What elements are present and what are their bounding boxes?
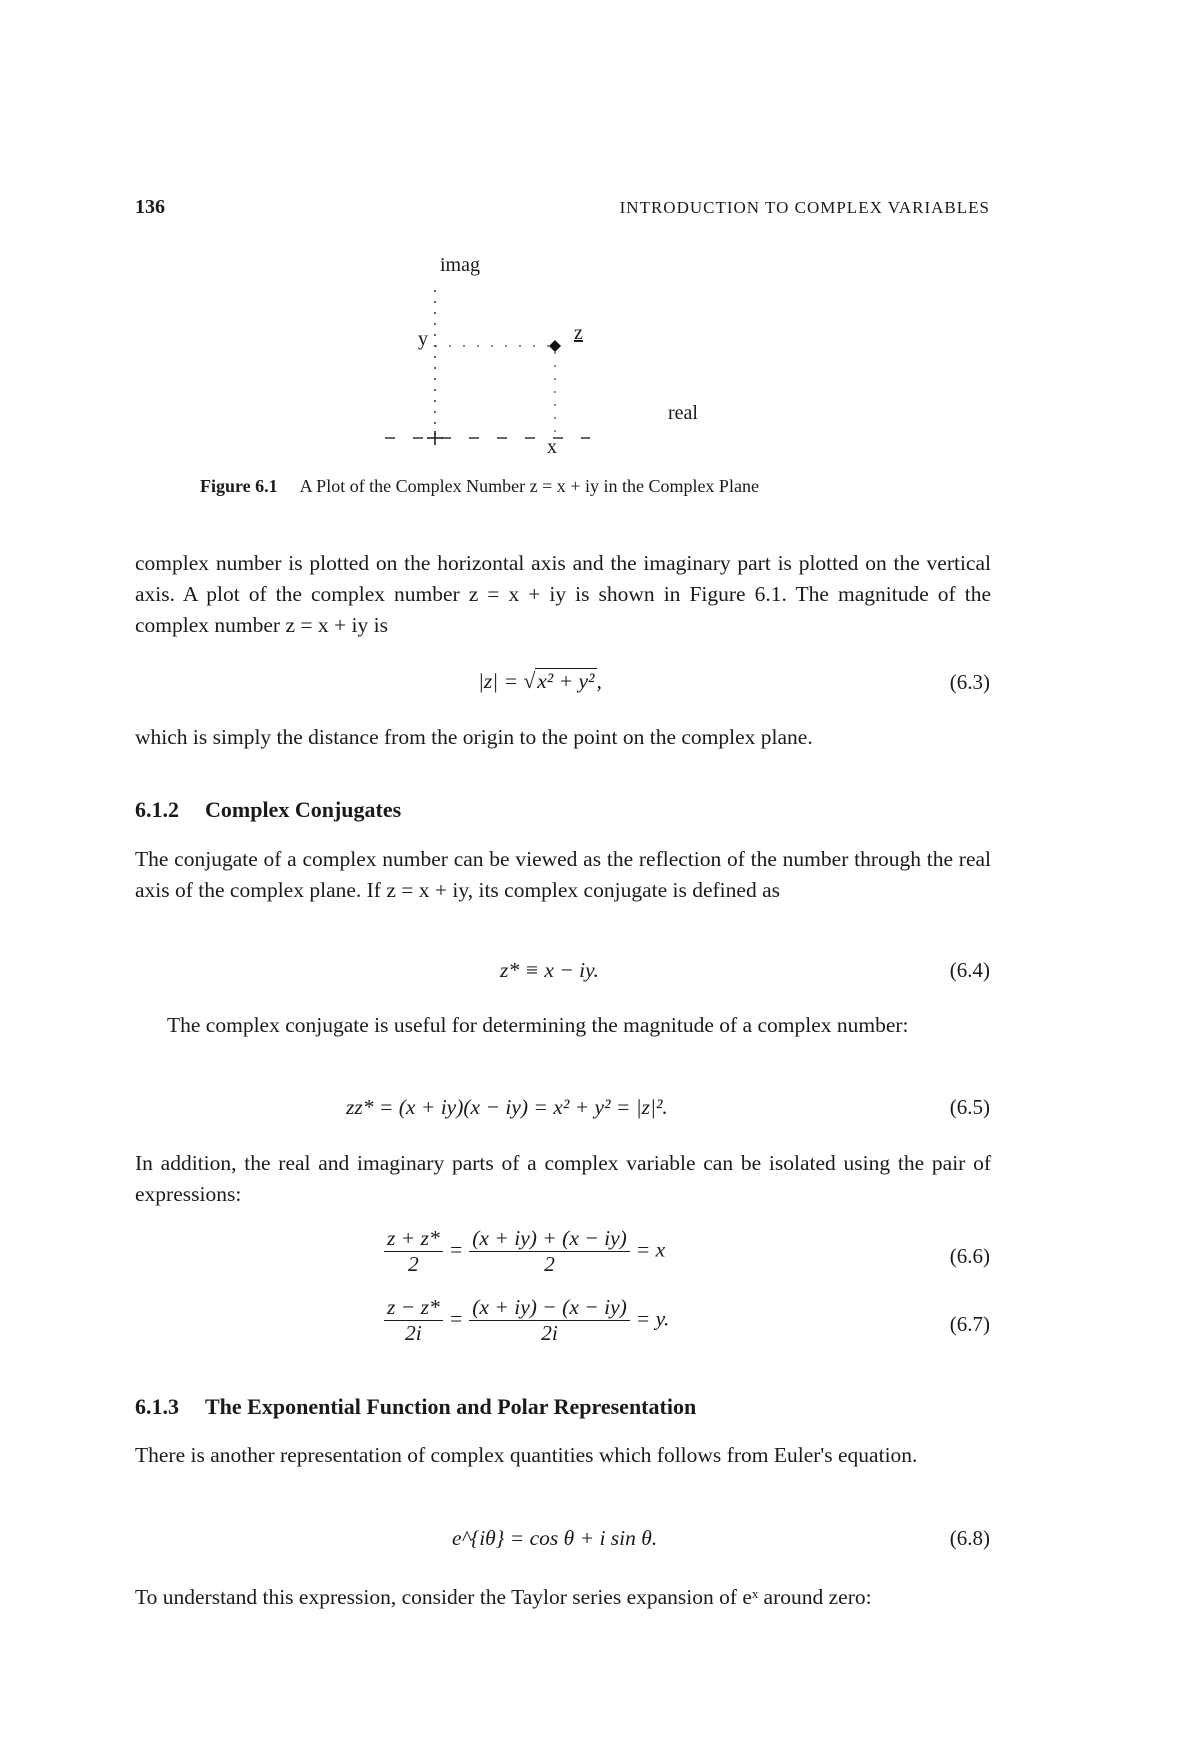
eq-number-6-8: (6.8) xyxy=(949,1526,990,1550)
eq-6-6-rhs-den: 2 xyxy=(544,1252,555,1276)
paragraph-1: complex number is plotted on the horizontal axis and the imaginary part is plotted on the vertical axis. A plot of the complex number z = x + iy is shown in Figure 6.1. The magnitude of the complex number z = x + iy is xyxy=(135,551,991,637)
eq-6-3-radicand: x² + y² xyxy=(537,669,595,693)
eq-6-3-tail: , xyxy=(596,669,602,693)
eq-6-6-result: = x xyxy=(635,1237,666,1262)
eq-number-6-5: (6.5) xyxy=(949,1095,990,1119)
figure-caption xyxy=(200,476,759,497)
imag-axis-label: imag xyxy=(440,254,480,276)
z-label: z xyxy=(574,322,583,344)
section-title: The Exponential Function and Polar Representation xyxy=(205,1394,697,1419)
equation-6-3 xyxy=(478,668,602,694)
eq-number-6-4: (6.4) xyxy=(949,958,990,982)
eq-number-6-7: (6.7) xyxy=(949,1312,990,1336)
paragraph-5: In addition, the real and imaginary parts of a complex variable can be isolated using the pair of expressions: xyxy=(135,1151,991,1206)
paragraph-4: The complex conjugate is useful for determining the magnitude of a complex number: xyxy=(167,1013,909,1037)
complex-plane-figure xyxy=(400,254,760,470)
equation-6-7: $\frac{z - z*}{2i}$ = $\frac{(x + iy) - (x - iy)}{2i}$ = y. xyxy=(378,1295,669,1346)
eq-6-7-rhs-den: 2i xyxy=(541,1321,558,1345)
eq-6-7-rhs-num: (x + iy) − (x − iy) xyxy=(469,1295,630,1321)
eq-6-7-result: = y. xyxy=(635,1306,670,1331)
paragraph-6: There is another representation of complex quantities which follows from Euler's equation. xyxy=(135,1443,918,1467)
eq-6-6-rhs-num: (x + iy) + (x − iy) xyxy=(469,1226,630,1252)
eq-6-6-lhs-num: z + z* xyxy=(384,1226,443,1252)
paragraph-3: The conjugate of a complex number can be viewed as the reflection of the number through the real axis of the complex plane. If z = x + iy, its complex conjugate is defined as xyxy=(135,847,991,902)
eq-6-3-lhs: |z| = √ xyxy=(478,669,536,693)
eq-number-6-3: (6.3) xyxy=(949,670,990,694)
x-label: x xyxy=(547,436,557,458)
page-number: 136 xyxy=(135,196,165,218)
eq-6-7-lhs-den: 2i xyxy=(405,1321,422,1345)
equation-6-6: $\frac{z + z*}{2}$ = $\frac{(x + iy) + (x - iy)}{2}$ = x xyxy=(378,1226,665,1277)
section-number: 6.1.2 xyxy=(135,797,179,822)
y-label: y xyxy=(418,328,428,350)
eq-6-7-lhs-num: z − z* xyxy=(384,1295,443,1321)
running-title: INTRODUCTION TO COMPLEX VARIABLES xyxy=(619,198,990,217)
real-axis-label: real xyxy=(668,402,698,424)
paragraph-7: To understand this expression, consider the Taylor series expansion of eˣ around zero: xyxy=(135,1585,872,1609)
section-number: 6.1.3 xyxy=(135,1394,179,1419)
equation-6-5: zz* = (x + iy)(x − iy) = x² + y² = |z|². xyxy=(346,1095,668,1119)
section-heading-6-1-3 xyxy=(135,1394,696,1420)
complex-plane-plot xyxy=(400,260,760,470)
equation-6-8: e^{iθ} = cos θ + i sin θ. xyxy=(452,1526,658,1550)
caption-label: Figure 6.1 xyxy=(200,476,278,496)
section-heading-6-1-2 xyxy=(135,797,401,823)
z-point xyxy=(549,340,561,352)
paragraph-2: which is simply the distance from the origin to the point on the complex plane. xyxy=(135,725,813,749)
eq-number-6-6: (6.6) xyxy=(949,1244,990,1268)
eq-6-6-lhs-den: 2 xyxy=(408,1252,419,1276)
caption-text: A Plot of the Complex Number z = x + iy in the Complex Plane xyxy=(299,476,759,496)
section-title: Complex Conjugates xyxy=(205,797,402,822)
equation-6-4: z* ≡ x − iy. xyxy=(500,958,599,982)
